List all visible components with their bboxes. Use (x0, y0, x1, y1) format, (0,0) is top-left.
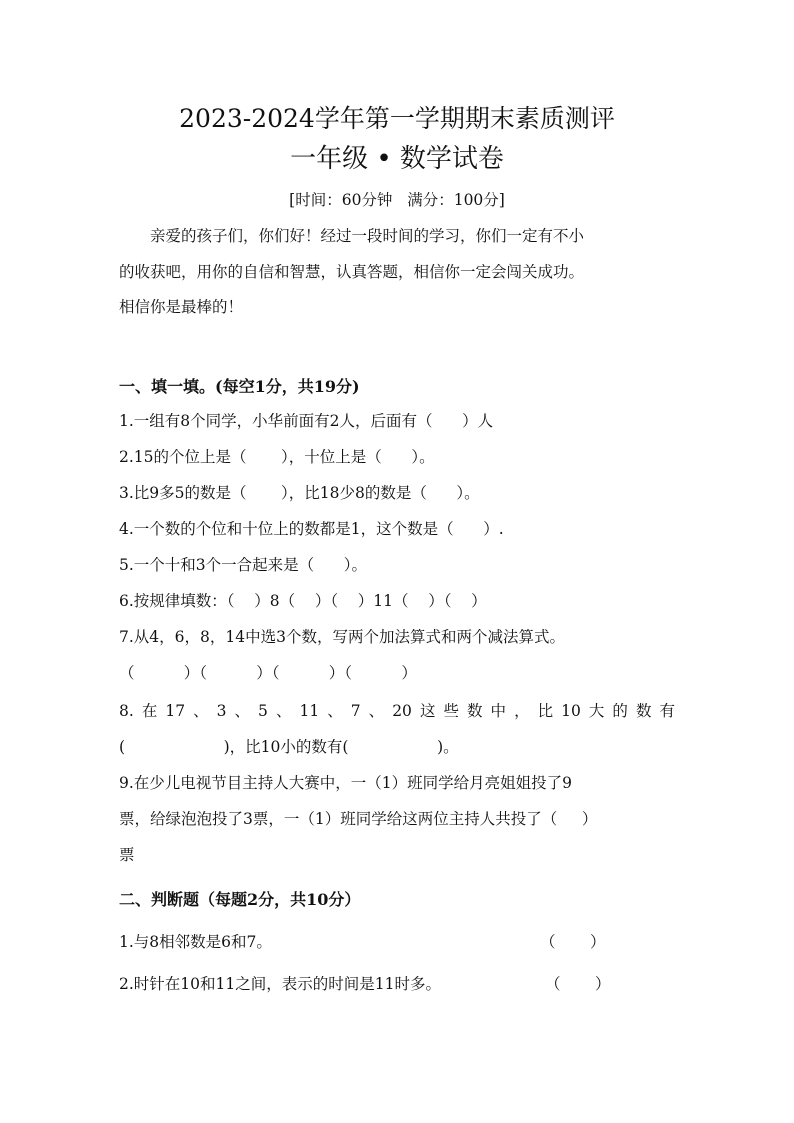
question-1-8-line-2: ( )，比10小的数有( )。 (119, 738, 459, 756)
question-1-7-line-1: 7.从4，6，8，14中选3个数，写两个加法算式和两个减法算式。 (119, 628, 565, 646)
question-1-7-line-2: （ ）（ ）（ ）（ ） (119, 664, 417, 682)
question-1-2: 2.15的个位上是（ ），十位上是（ ）。 (119, 448, 435, 466)
exam-info: [时间：60分钟 满分：100分] (289, 191, 505, 209)
intro-line-3: 相信你是最棒的！ (119, 298, 244, 316)
question-2-1: 1.与8相邻数是6和7。 (119, 933, 272, 951)
intro-line-2: 的收获吧，用你的自信和智慧，认真答题，相信你一定会闯关成功。 (119, 263, 585, 281)
question-1-9-line-2: 票，给绿泡泡投了3票，一（1）班同学给这两位主持人共投了（ ） (119, 810, 598, 828)
question-1-1: 1.一组有8个同学，小华前面有2人，后面有（ ）人 (119, 412, 494, 430)
question-1-5: 5.一个十和3个一合起来是（ ）。 (119, 556, 367, 574)
question-2-2-answer-blank: （ ） (545, 975, 611, 993)
section-2-heading: 二、判断题（每题2分，共10分） (119, 890, 361, 909)
question-2-1-answer-blank: （ ） (540, 933, 606, 951)
exam-subtitle: 一年级 • 数学试卷 (290, 144, 504, 174)
question-2-2: 2.时针在10和11之间，表示的时间是11时多。 (119, 975, 441, 993)
question-1-4: 4.一个数的个位和十位上的数都是1，这个数是（ ）. (119, 520, 504, 538)
intro-line-1: 亲爱的孩子们，你们好！经过一段时间的学习，你们一定有不小 (150, 227, 585, 245)
question-1-3: 3.比9多5的数是（ ），比18少8的数是（ ）。 (119, 484, 480, 502)
section-1-heading: 一、填一填。(每空1分，共19分) (119, 377, 360, 396)
question-1-8-line-1: 8.在17、3、5、11、7、20这些数中，比10大的数有 (119, 702, 675, 720)
question-1-6: 6.按规律填数：（ ）8（ ）（ ）11（ ）（ ） (119, 592, 487, 610)
exam-title: 2023-2024学年第一学期期末素质测评 (179, 104, 615, 133)
question-1-9-line-1: 9.在少儿电视节目主持人大赛中，一（1）班同学给月亮姐姐投了9 (119, 774, 573, 792)
question-1-9-line-3: 票 (119, 846, 135, 864)
